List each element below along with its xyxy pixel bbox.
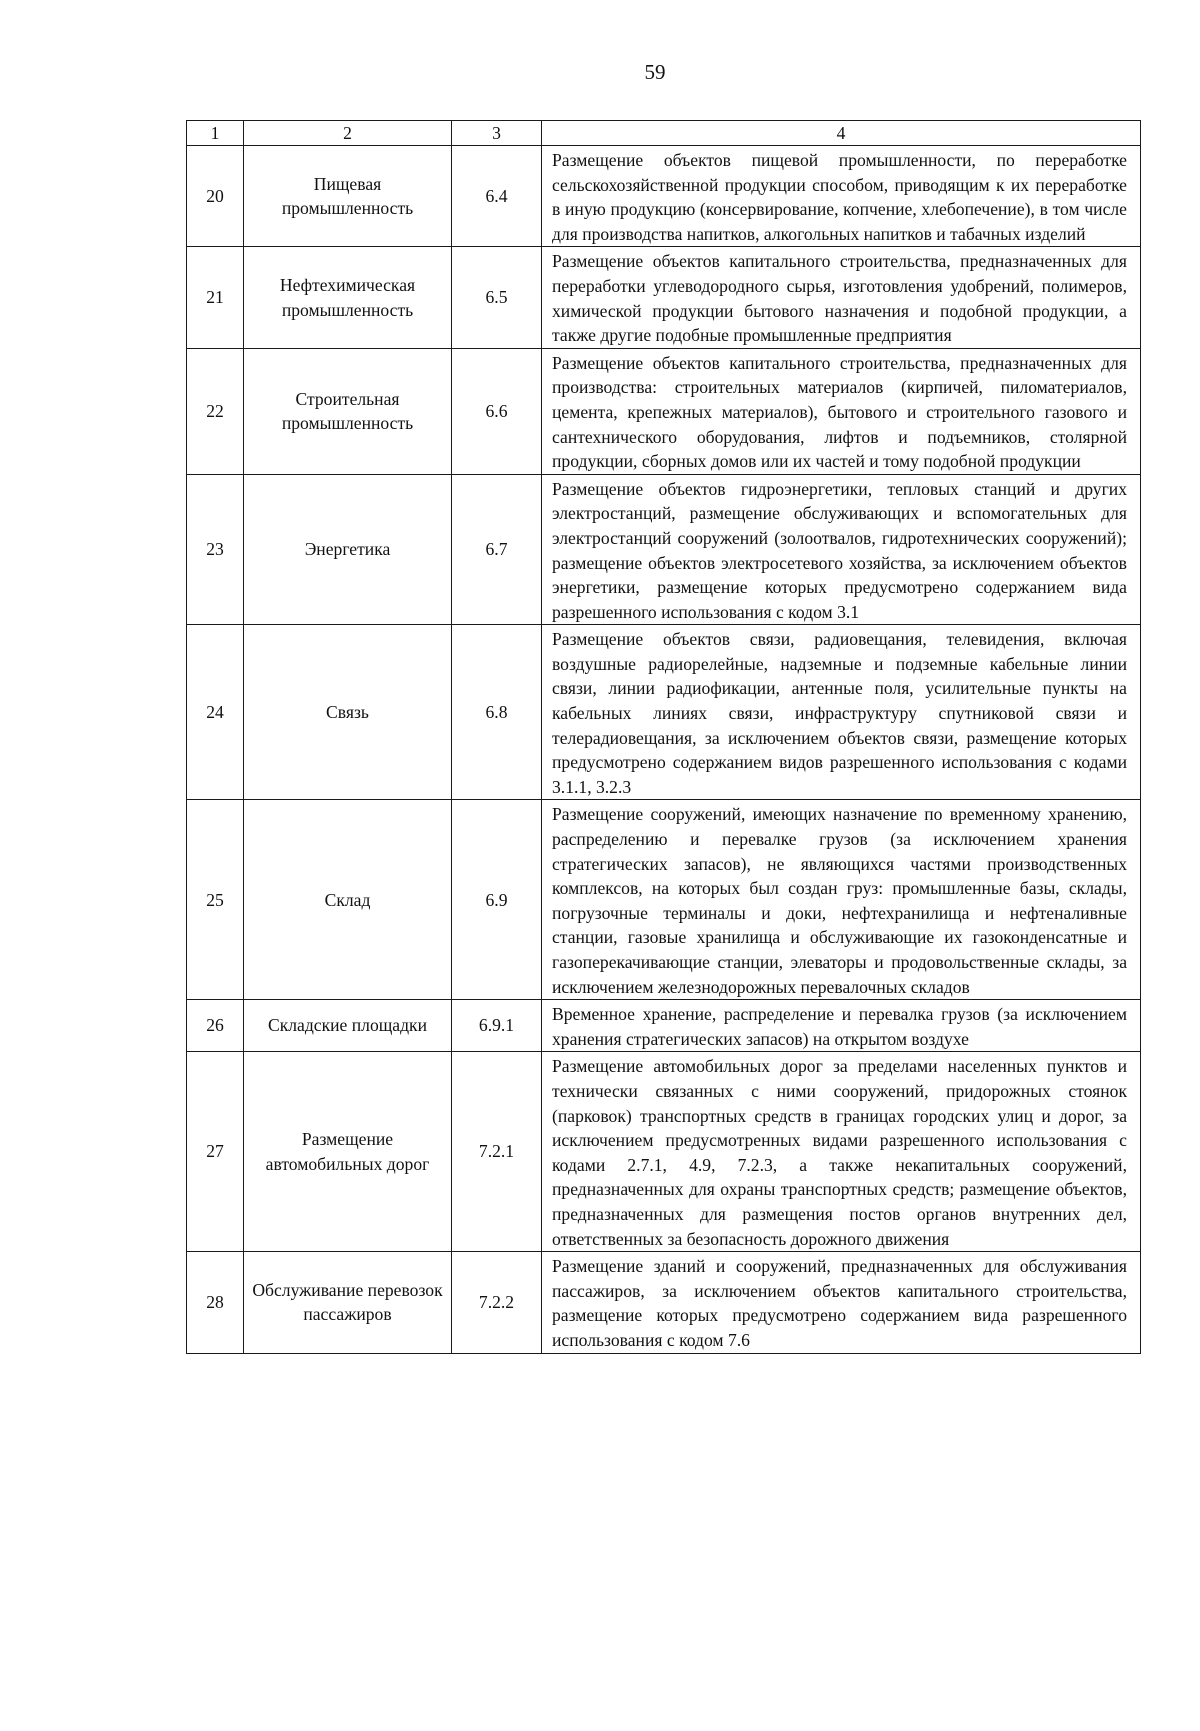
use-type-code: 6.8 — [452, 625, 542, 800]
use-type-description: Размещение объектов капитального строительства, предназначенных для переработки углеводородного сырья, изготовления удобрений, полимеров, химической продукции бытового назначения и подобной продукции, а также другие подобные промышленные предприятия — [542, 247, 1141, 348]
use-type-code: 6.9 — [452, 800, 542, 1000]
use-type-code: 6.7 — [452, 474, 542, 625]
use-type-name: Обслуживание перевозок пассажиров — [244, 1252, 452, 1353]
table-header-row — [187, 121, 1141, 146]
use-type-code: 6.5 — [452, 247, 542, 348]
land-use-table — [186, 120, 1141, 1354]
use-type-description: Временное хранение, распределение и перевалка грузов (за исключением хранения стратегических запасов) на открытом воздухе — [542, 1000, 1141, 1052]
table-row — [187, 625, 1141, 800]
page-number: 59 — [644, 60, 666, 84]
table-row — [187, 348, 1141, 474]
row-number: 24 — [187, 625, 244, 800]
table-row — [187, 1000, 1141, 1052]
use-type-name: Складские площадки — [244, 1000, 452, 1052]
row-number: 27 — [187, 1052, 244, 1252]
table-row — [187, 800, 1141, 1000]
use-type-name: Размещение автомобильных дорог — [244, 1052, 452, 1252]
column-header-1: 1 — [187, 121, 244, 146]
use-type-description: Размещение зданий и сооружений, предназначенных для обслуживания пассажиров, за исключением объектов капитального строительства, размещение которых предусмотрено содержанием вида разрешенного использования с кодом 7.6 — [542, 1252, 1141, 1353]
column-header-3: 3 — [452, 121, 542, 146]
table-row — [187, 146, 1141, 247]
column-header-2: 2 — [244, 121, 452, 146]
row-number: 22 — [187, 348, 244, 474]
use-type-description: Размещение объектов связи, радиовещания, телевидения, включая воздушные радиорелейные, надземные и подземные кабельные линии связи, линии радиофикации, антенные поля, усилительные пункты на кабельных линиях связи, инфраструктуру спутниковой связи и телерадиовещания, за исключением объектов связи, размещение которых предусмотрено содержанием видов разрешенного использования с кодами 3.1.1, 3.2.3 — [542, 625, 1141, 800]
use-type-code: 6.9.1 — [452, 1000, 542, 1052]
table-row — [187, 247, 1141, 348]
table-row — [187, 1252, 1141, 1353]
use-type-name: Пищевая промышленность — [244, 146, 452, 247]
use-type-description: Размещение объектов капитального строительства, предназначенных для производства: строительных материалов (кирпичей, пиломатериалов, цемента, крепежных материалов), бытового и строительного газового и сантехнического оборудования, лифтов и подъемников, столярной продукции, сборных домов или их частей и тому подобной продукции — [542, 348, 1141, 474]
row-number: 26 — [187, 1000, 244, 1052]
row-number: 20 — [187, 146, 244, 247]
use-type-name: Связь — [244, 625, 452, 800]
row-number: 28 — [187, 1252, 244, 1353]
row-number: 25 — [187, 800, 244, 1000]
use-type-name: Энергетика — [244, 474, 452, 625]
use-type-code: 6.6 — [452, 348, 542, 474]
use-type-code: 7.2.2 — [452, 1252, 542, 1353]
use-type-name: Строительная промышленность — [244, 348, 452, 474]
row-number: 23 — [187, 474, 244, 625]
use-type-code: 6.4 — [452, 146, 542, 247]
use-type-description: Размещение автомобильных дорог за пределами населенных пунктов и технически связанных с ними сооружений, придорожных стоянок (парковок) транспортных средств в границах городских улиц и дорог, за исключением предусмотренных видами разрешенного использования с кодами 2.7.1, 4.9, 7.2.3, а также некапитальных сооружений, предназначенных для охраны транспортных средств; размещение объектов, предназначенных для размещения постов органов внутренних дел, ответственных за безопасность дорожного движения — [542, 1052, 1141, 1252]
use-type-name: Склад — [244, 800, 452, 1000]
use-type-description: Размещение объектов гидроэнергетики, тепловых станций и других электростанций, размещение обслуживающих и вспомогательных для электростанций сооружений (золоотвалов, гидротехнических сооружений); размещение объектов электросетевого хозяйства, за исключением объектов энергетики, размещение которых предусмотрено содержанием вида разрешенного использования с кодом 3.1 — [542, 474, 1141, 625]
use-type-description: Размещение сооружений, имеющих назначение по временному хранению, распределению и перевалке грузов (за исключением хранения стратегических запасов), не являющихся частями производственных комплексов, на которых был создан груз: промышленные базы, склады, погрузочные терминалы и доки, нефтехранилища и нефтеналивные станции, газовые хранилища и обслуживающие их газоконденсатные и газоперекачивающие станции, элеваторы и продовольственные склады, за исключением железнодорожных перевалочных складов — [542, 800, 1141, 1000]
use-type-name: Нефтехимическая промышленность — [244, 247, 452, 348]
use-type-description: Размещение объектов пищевой промышленности, по переработке сельскохозяйственной продукции способом, приводящим к их переработке в иную продукцию (консервирование, копчение, хлебопечение), в том числе для производства напитков, алкогольных напитков и табачных изделий — [542, 146, 1141, 247]
column-header-4: 4 — [542, 121, 1141, 146]
table-row — [187, 474, 1141, 625]
table-row — [187, 1052, 1141, 1252]
row-number: 21 — [187, 247, 244, 348]
use-type-code: 7.2.1 — [452, 1052, 542, 1252]
